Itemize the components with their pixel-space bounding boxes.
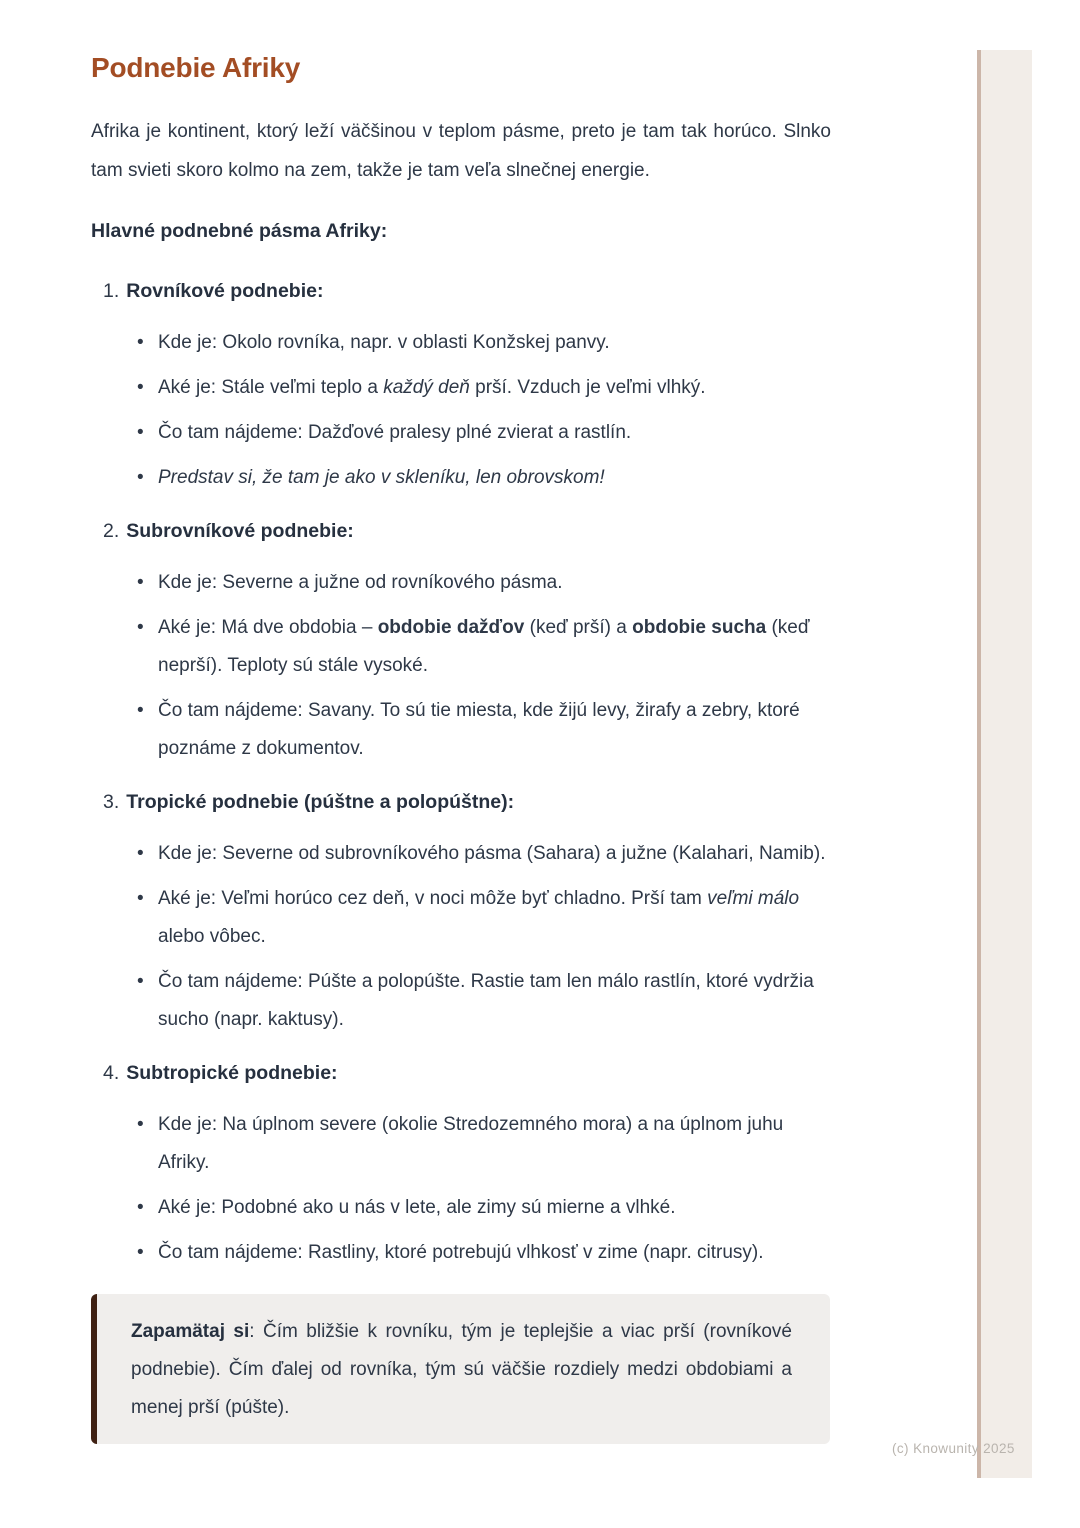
- text-segment: Aké je: Má dve obdobia –: [158, 617, 378, 638]
- right-side-strip: [977, 50, 1032, 1478]
- climate-section: [91, 279, 831, 497]
- section-bullets: [91, 1106, 831, 1272]
- climate-sections-list: [91, 279, 831, 1272]
- bullet-item: [137, 692, 831, 768]
- bullet-item: [137, 963, 831, 1039]
- text-segment: prší. Vzduch je veľmi vlhký.: [469, 377, 706, 398]
- section-number: 2.: [103, 520, 120, 542]
- bullet-item: [137, 1106, 831, 1182]
- text-segment: Aké je: Stále veľmi teplo a: [158, 377, 384, 398]
- callout-lead: Zapamätaj si: [131, 1321, 250, 1342]
- section-number: 3.: [103, 791, 120, 813]
- bullet-item: [137, 880, 831, 956]
- text-segment: Čo tam nájdeme: Savany. To sú tie miesta, kde žijú levy, žirafy a zebry, ktoré poznáme z dokumentov.: [158, 700, 800, 759]
- text-segment: obdobie sucha: [632, 617, 767, 638]
- text-segment: Predstav si, že tam je ako v skleníku, len obrovskom!: [158, 467, 605, 488]
- bullet-item: [137, 564, 831, 602]
- section-number: 4.: [103, 1062, 120, 1084]
- text-segment: (keď neprší). Teploty sú stále vysoké.: [158, 617, 810, 676]
- text-segment: alebo vôbec.: [158, 926, 266, 947]
- text-segment: Aké je: Podobné ako u nás v lete, ale zimy sú mierne a vlhké.: [158, 1197, 676, 1218]
- callout-text: [131, 1313, 792, 1427]
- section-heading: [91, 279, 831, 304]
- climate-section: [91, 790, 831, 1039]
- section-title: Tropické podnebie (púštne a polopúštne):: [126, 791, 515, 813]
- section-number: 1.: [103, 280, 120, 302]
- callout-body: : Čím bližšie k rovníku, tým je teplejšie a viac prší (rovníkové podnebie). Čím ďalej od rovníka, tým sú väčšie rozdiely medzi obdobiami a menej prší (púšte).: [131, 1321, 793, 1418]
- remember-callout: [91, 1294, 830, 1444]
- document-content: [91, 52, 831, 1444]
- bullet-item: [137, 324, 831, 362]
- bullet-item: [137, 609, 831, 685]
- text-segment: Aké je: Veľmi horúco cez deň, v noci môže byť chladno. Prší tam: [158, 888, 708, 909]
- section-heading: [91, 790, 831, 815]
- section-title: Rovníkové podnebie:: [126, 280, 324, 302]
- text-segment: Kde je: Severne od subrovníkového pásma (Sahara) a južne (Kalahari, Namib).: [158, 843, 826, 864]
- bullet-item: [137, 835, 831, 873]
- text-segment: každý deň: [383, 377, 470, 398]
- section-bullets: [91, 324, 831, 497]
- bullet-item: [137, 1189, 831, 1227]
- text-segment: Kde je: Na úplnom severe (okolie Stredozemného mora) a na úplnom juhu Afriky.: [158, 1114, 784, 1173]
- climate-section: [91, 1061, 831, 1272]
- bullet-item: [137, 369, 831, 407]
- text-segment: Čo tam nájdeme: Dažďové pralesy plné zvierat a rastlín.: [158, 422, 632, 443]
- bullet-item: [137, 459, 831, 497]
- section-bullets: [91, 835, 831, 1039]
- section-title: Subtropické podnebie:: [126, 1062, 338, 1084]
- bullet-item: [137, 1234, 831, 1272]
- text-segment: Kde je: Severne a južne od rovníkového pásma.: [158, 572, 563, 593]
- bullet-item: [137, 414, 831, 452]
- text-segment: veľmi málo: [707, 888, 800, 909]
- section-heading: [91, 519, 831, 544]
- text-segment: Kde je: Okolo rovníka, napr. v oblasti Konžskej panvy.: [158, 332, 610, 353]
- section-heading: [91, 1061, 831, 1086]
- page-title: Podnebie Afriky: [91, 52, 301, 83]
- section-bullets: [91, 564, 831, 768]
- section-title: Subrovníkové podnebie:: [126, 520, 354, 542]
- text-segment: obdobie dažďov: [377, 617, 525, 638]
- text-segment: (keď prší) a: [524, 617, 633, 638]
- climate-section: [91, 519, 831, 768]
- section-list-subtitle: Hlavné podnebné pásma Afriky:: [91, 220, 388, 242]
- intro-paragraph: Afrika je kontinent, ktorý leží väčšinou v teplom pásme, preto je tam tak horúco. Slnko tam svieti skoro kolmo na zem, takže je tam veľa slnečnej energie.: [91, 121, 831, 181]
- text-segment: Čo tam nájdeme: Púšte a polopúšte. Rastie tam len málo rastlín, ktoré vydržia sucho (napr. kaktusy).: [158, 971, 814, 1030]
- copyright-watermark: (c) Knowunity 2025: [892, 1441, 1015, 1456]
- text-segment: Čo tam nájdeme: Rastliny, ktoré potrebujú vlhkosť v zime (napr. citrusy).: [158, 1242, 764, 1263]
